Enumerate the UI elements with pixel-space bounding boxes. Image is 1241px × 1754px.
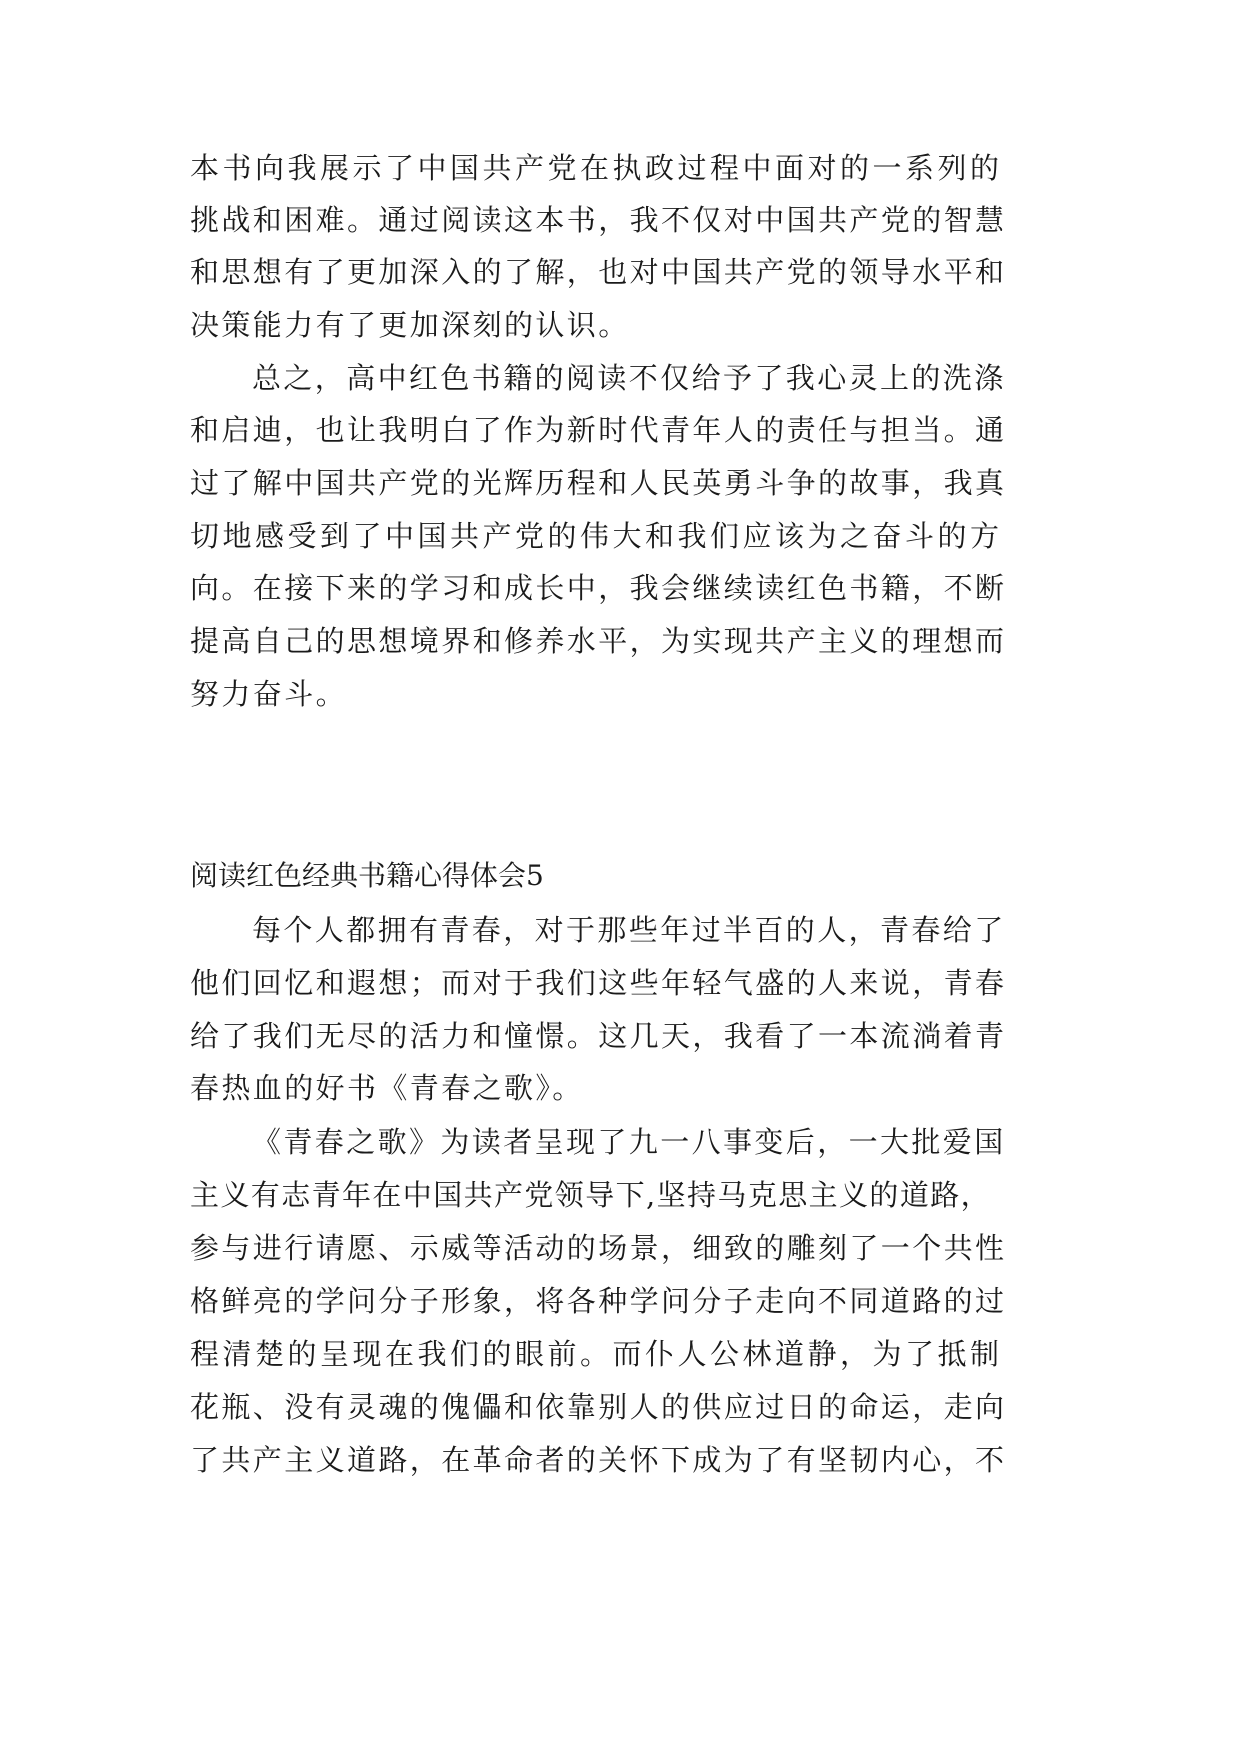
text-line: 决策能力有了更加深刻的认识。 <box>190 308 630 342</box>
text-line: 给了我们无尽的活力和憧憬。这几天，我看了一本流淌着青 <box>190 1019 1007 1053</box>
text-line: 花瓶、没有灵魂的傀儡和依靠别人的供应过日的命运，走向 <box>190 1390 1007 1424</box>
text-line: 格鲜亮的学问分子形象，将各种学问分子走向不同道路的过 <box>190 1284 1007 1318</box>
section-heading: 阅读红色经典书籍心得体会5 <box>190 859 544 892</box>
text-line: 和思想有了更加深入的了解，也对中国共产党的领导水平和 <box>190 255 1007 289</box>
text-line: 春热血的好书《青春之歌》。 <box>190 1071 584 1105</box>
text-line: 努力奋斗。 <box>190 677 348 711</box>
text-line: 参与进行请愿、示威等活动的场景，细致的雕刻了一个共性 <box>190 1231 1007 1265</box>
text-line: 提高自己的思想境界和修养水平，为实现共产主义的理想而 <box>190 624 1007 658</box>
text-line: 程清楚的呈现在我们的眼前。而仆人公林道静，为了抵制 <box>190 1337 1003 1371</box>
text-line: 和启迪，也让我明白了作为新时代青年人的责任与担当。通 <box>190 413 1007 447</box>
section-a-body <box>190 150 1060 790</box>
text-line: 挑战和困难。通过阅读这本书，我不仅对中国共产党的智慧 <box>190 203 1007 237</box>
text-line: 总之，高中红色书籍的阅读不仅给予了我心灵上的洗涤 <box>252 361 1006 395</box>
text-line: 切地感受到了中国共产党的伟大和我们应该为之奋斗的方 <box>190 519 1003 553</box>
text-line: 主义有志青年在中国共产党领导下,坚持马克思主义的道路， <box>190 1178 992 1212</box>
text-line: 他们回忆和遐想；而对于我们这些年轻气盛的人来说，青春 <box>190 966 1007 1000</box>
text-line: 了共产主义道路，在革命者的关怀下成为了有坚韧内心，不 <box>190 1443 1007 1477</box>
text-line: 本书向我展示了中国共产党在执政过程中面对的一系列的 <box>190 151 1003 185</box>
text-line: 过了解中国共产党的光辉历程和人民英勇斗争的故事，我真 <box>190 466 1007 500</box>
text-line: 向。在接下来的学习和成长中，我会继续读红色书籍，不断 <box>190 571 1007 605</box>
section-b-body <box>190 912 1060 1552</box>
text-line: 每个人都拥有青春，对于那些年过半百的人，青春给了 <box>252 913 1006 947</box>
text-line: 《青春之歌》为读者呈现了九一八事变后，一大批爱国 <box>252 1125 1006 1159</box>
